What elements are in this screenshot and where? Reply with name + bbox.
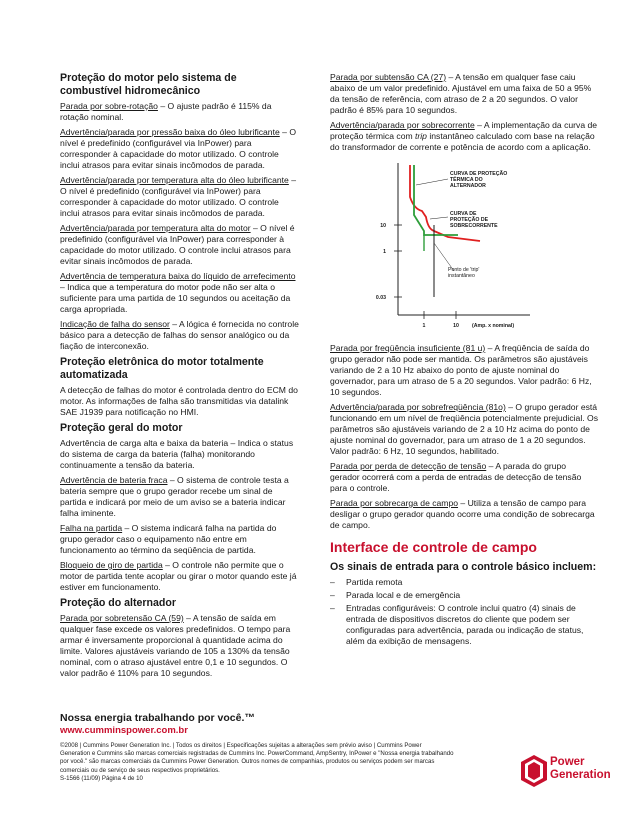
website-link[interactable]: www.cumminspower.com.br: [60, 725, 188, 736]
list-item: – Entradas configuráveis: O controle inclui quatro (4) sinais de entrada de dispositivos discretos do cliente que podem ser configuradas para advertência, parada ou indicação de status, além da exibição de mensagens.: [330, 603, 598, 647]
overcurrent-curve-label-1: CURVA DE: [450, 211, 477, 217]
heading-fuel-protection: Proteção do motor pelo sistema de combustível hidromecânico: [60, 72, 237, 97]
para-loss-sensing: Parada por perda de detecção de tensão – A parada do grupo gerador ocorrerá com a perda de entradas de detecção de tensão para o controle.: [330, 461, 582, 493]
para-underfreq: Parada por freqüência insuficiente (81 u) – A freqüência de saída do grupo gerador não pode ser mantida. Os parâmetros são ajustáveis variando de 2 a 10 Hz abaixo do ponto de ajuste nominal do governador, para um atraso de 5 a 20 segundos. Valor padrão: 6 Hz, 10 segundos.: [330, 343, 592, 397]
left-column: [60, 72, 300, 683]
thermal-curve-label-2: TÉRMICA DO: [450, 177, 483, 183]
overcurrent-curve-label-2: PROTEÇÃO DE: [450, 217, 489, 223]
cummins-logo: [520, 754, 610, 788]
thermal-curve-label-3: ALTERNADOR: [450, 183, 486, 189]
x-tick-1: 1: [422, 323, 426, 329]
para-low-oil: Advertência/parada por pressão baixa do óleo lubrificante – O nível é predefinido (configurável via InPower) para corresponder à capacidade do motor utilizado. O controle inclui atrasos para evitar sinais incômodos de parada.: [60, 127, 297, 170]
list-item: – Parada local e de emergência: [330, 590, 598, 601]
list-item: – Partida remota: [330, 577, 598, 588]
trip-label-2: instantâneo: [448, 273, 475, 279]
para-undervoltage: Parada por subtensão CA (27) – A tensão em qualquer fase caiu abaixo de um valor predefinido. Ajustável em uma faixa de 50 a 95% da tensão de referência, com atraso de 2 a 20 segundos. O valor padrão é 85% para 10 segundos.: [330, 72, 592, 115]
overcurrent-curve-label-3: SOBRECORRENTE: [450, 223, 498, 229]
x-unit-label: (Amp. x nominal): [472, 323, 515, 329]
y-tick-10: 10: [380, 223, 386, 229]
para-overspeed: Parada por sobre-rotação – O ajuste padrão é 115% da rotação nominal.: [60, 101, 272, 122]
protection-curve-figure: [330, 157, 598, 337]
heading-general-protection: Proteção geral do motor: [60, 422, 183, 434]
para-overvoltage: Parada por sobretensão CA (59) – A tensão de saída em qualquer fase excede os valores predefinidos. O tempo para armar é inversamente proporcional à quantidade acima do limite. Valores ajustáveis variando de 105 a 130% da tensão nominal, com o atraso ajustável entre 0,1 e 10 segundos. O valor padrão é 110% para 10 segundos.: [60, 613, 291, 678]
para-low-coolant: Advertência de temperatura baixa do líquido de arrefecimento – Indica que a temperatura do motor pode não ser alta o suficiente para uma partida de 10 segundos ou aceitação da carga apropriada.: [60, 271, 296, 314]
para-battery: Advertência de carga alta e baixa da bateria – Indica o status do sistema de carga da bateria (falha) monitorando continuamente a tensão da bateria.: [60, 438, 294, 470]
para-field-overload: Parada por sobrecarga de campo – Utiliza a tensão de campo para desligar o grupo gerador quando ocorre uma condição de sobrecarga de campo.: [330, 498, 595, 530]
y-tick-003: 0.03: [375, 295, 386, 301]
para-weak-battery: Advertência de bateria fraca – O sistema de controle testa a bateria sempre que o grupo gerador recebe um sinal de partida e indicará por meio de um aviso se a bateria indicar falha iminente.: [60, 475, 289, 518]
inputs-list: [330, 577, 598, 647]
trip-label-1: Ponto de 'trip': [448, 267, 480, 273]
logo-wordmark: Power Generation: [550, 756, 611, 781]
footer: [60, 712, 530, 783]
heading-inputs: Os sinais de entrada para o controle básico incluem:: [330, 561, 597, 573]
legal-text: ©2008 | Cummins Power Generation Inc. | Todos os direitos | Especificações sujeitas a alterações sem prévio aviso | Cummins Power Generation e Cummins são marcas comerciais registradas de Cummins Inc. PowerCommand, AmpSentry, InPower e "Nossa energia trabalhando por você." são marcas comerciais da Cummins Power Generation. Outros nomes de companhias, produtos ou serviços podem ser marcas comerciais ou de serviço de seus respectivos proprietários. S-1566 (11/09) Página 4 de 10: [60, 742, 454, 782]
right-column: [330, 72, 598, 649]
thermal-curve-label-1: CURVA DE PROTEÇÃO: [450, 171, 508, 177]
section-title-field-interface: Interface de controle de campo: [330, 539, 537, 555]
para-sensor-fail: Indicação de falha do sensor – A lógica é fornecida no controle básico para a detecção de falhas do sensor analógico ou da fiação de interconexão.: [60, 319, 299, 351]
para-high-engine-temp: Advertência/parada por temperatura alta do motor – O nível é predefinido (configurável via InPower) para corresponder à capacidade do motor utilizado. O controle inclui atrasos para evitar sinais incômodos de parada.: [60, 223, 295, 266]
tagline: Nossa energia trabalhando por você.™: [60, 712, 255, 724]
x-tick-10: 10: [453, 323, 459, 329]
para-overfreq: Advertência/parada por sobrefreqüência (81o) – O grupo gerador está funcionando em um nível de freqüência potencialmente prejudicial. Os parâmetros são ajustáveis variando de 2 a 10 Hz acima do ponto de ajuste nominal do governador, para um atraso de 1 a 20 segundos. Valor padrão: 6 Hz, 10 segundos, habilitado.: [330, 402, 598, 456]
protection-curve-svg: [330, 157, 598, 337]
para-crank-lock: Bloqueio de giro de partida – O controle não permite que o motor de partida tente acoplar ou girar o motor quando este já estiver em funcionamento.: [60, 560, 297, 592]
heading-electronic-protection: Proteção eletrônica do motor totalmente automatizada: [60, 356, 264, 381]
para-electronic: A detecção de falhas do motor é controlada dentro do ECM do motor. As informações de falha são transmitidas via datalink SAE J1939 para notificação no HMI.: [60, 385, 298, 417]
heading-alternator-protection: Proteção do alternador: [60, 597, 176, 609]
para-fail-to-start: Falha na partida – O sistema indicará falha na partida do grupo gerador caso o equipamento não entre em funcionamento ao término da seqüência de partida.: [60, 523, 277, 555]
y-tick-1: 1: [383, 249, 386, 255]
cummins-emblem-icon: [520, 754, 548, 788]
para-overcurrent: Advertência/parada por sobrecorrente – A implementação da curva de proteção térmica com trip instantâneo calculado com base na relação do transformador de corrente e potência de acordo com a aplicação.: [330, 120, 598, 152]
para-high-oil-temp: Advertência/parada por temperatura alta do óleo lubrificante – O nível é predefinido (configurável via InPower) para corresponder à capacidade do motor utilizado. O controle inclui atrasos para evitar sinais incômodos de parada.: [60, 175, 297, 218]
